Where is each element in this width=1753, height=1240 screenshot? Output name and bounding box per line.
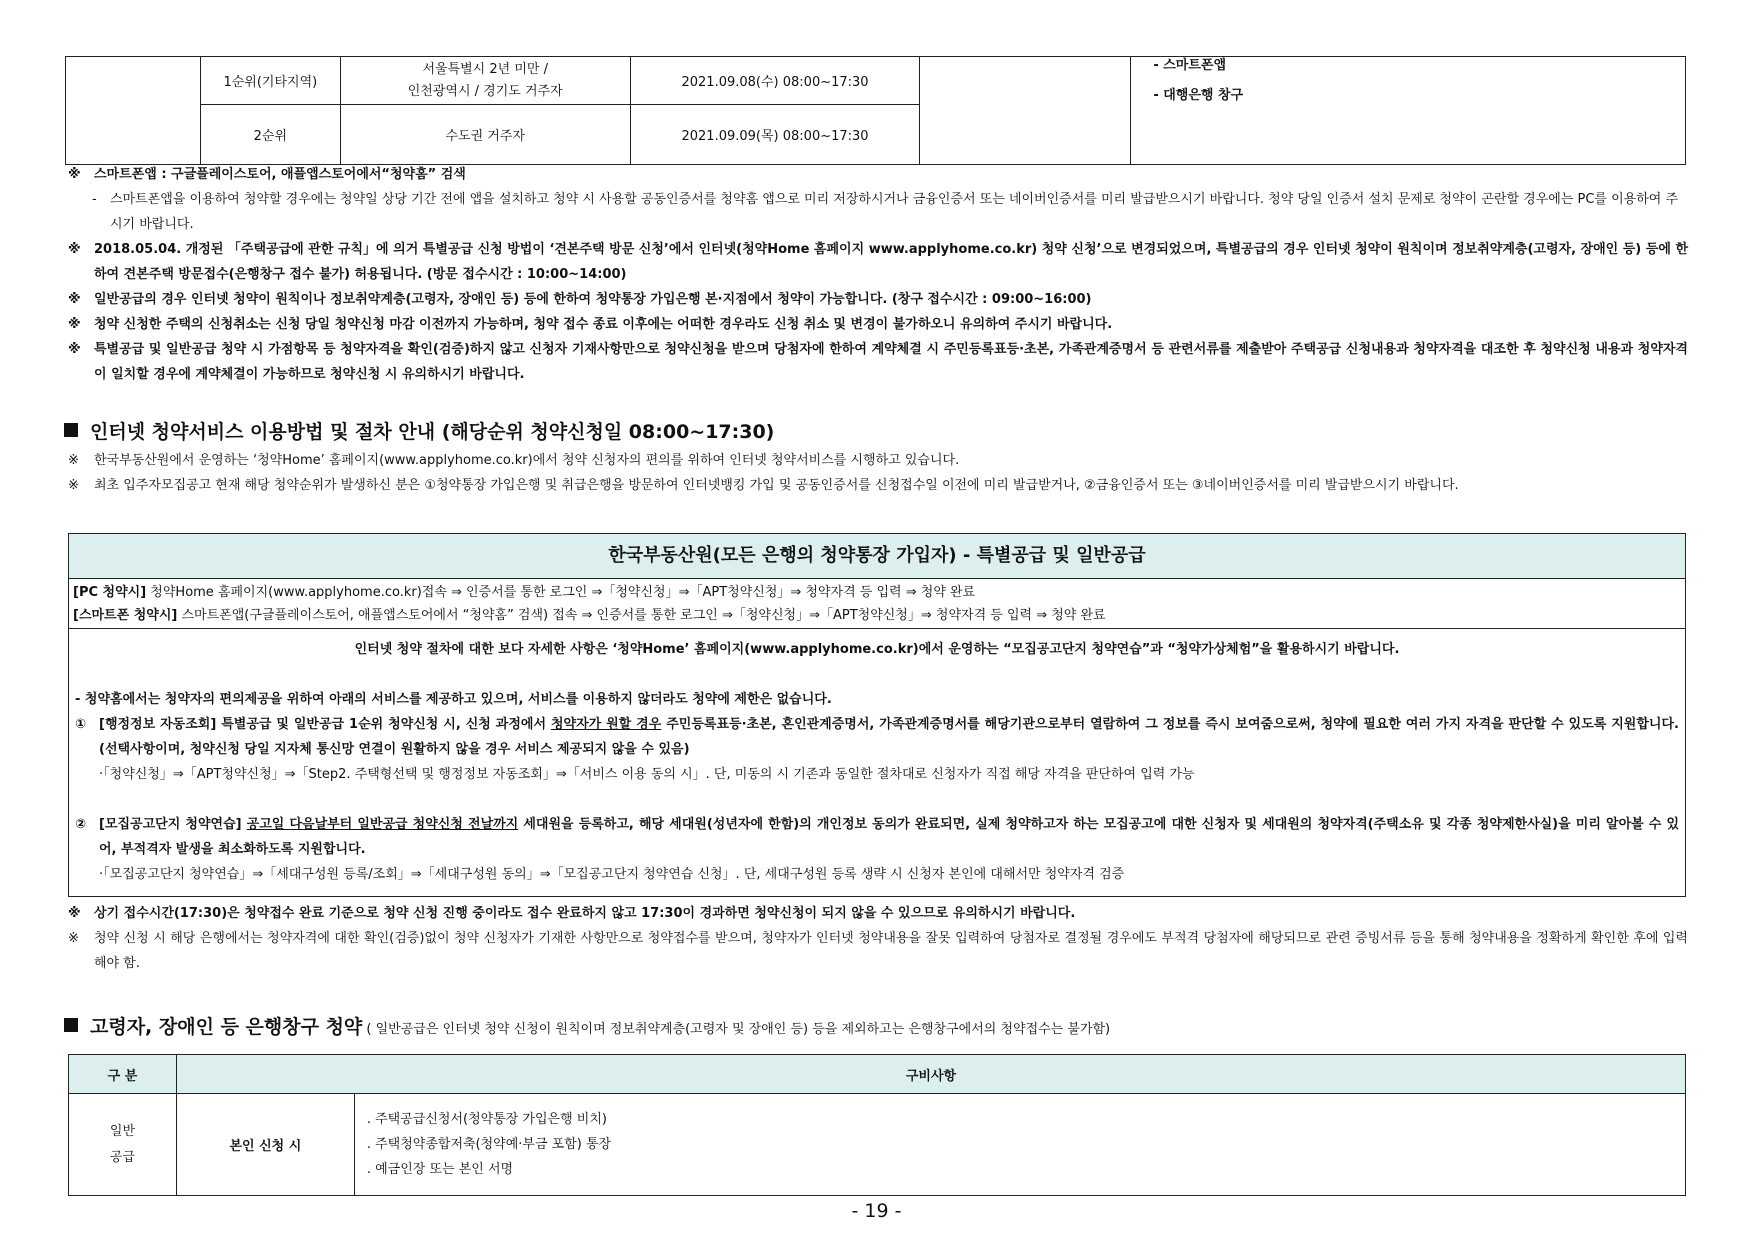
rank-cell: 1순위(기타지역)	[200, 57, 340, 105]
required-documents-table	[68, 1054, 1686, 1196]
header-category: 구 분	[69, 1055, 177, 1094]
note: ※ 한국부동산원에서 운영하는 ‘청약Home’ 홈페이지(www.applyhome.co.kr)에서 청약 신청자의 편의를 위하여 인터넷 청약서비스를 시행하고 있습니다.	[68, 453, 960, 468]
table-header-row	[69, 1055, 1686, 1094]
method-item: - 스마트폰앱	[1153, 58, 1227, 73]
documents-cell	[354, 1094, 1685, 1196]
document-item: . 주택공급신청서(청약통장 가입은행 비치)	[366, 1112, 607, 1127]
header-required: 구비사항	[176, 1055, 1685, 1094]
notes-internet	[68, 448, 1688, 498]
pc-steps: [PC 청약시] 청약Home 홈페이지(www.applyhome.co.kr)접속 ⇒ 인증서를 통한 로그인 ⇒「청약신청」⇒「APT청약신청」⇒ 청약자격 등 입력 ⇒ 청약 완료	[73, 585, 976, 600]
note: ※ 최초 입주자모집공고 현재 해당 청약순위가 발생하신 분은 ①청약통장 가입은행 및 취급은행을 방문하여 인터넷뱅킹 가입 및 공동인증서를 신청접수일 이전에 미리 발급받거나, ②금융인증서 또는 ③네이버인증서를 미리 발급받으시기 바랍니다.	[68, 478, 1459, 493]
section-title-internet: 인터넷 청약서비스 이용방법 및 절차 안내 (해당순위 청약신청일 08:00~17:30)	[64, 417, 774, 444]
applicant-type-cell: 본인 신청 시	[176, 1094, 354, 1196]
note: ※ 일반공급의 경우 인터넷 청약이 원칙이나 정보취약계층(고령자, 장애인 등) 등에 한하여 청약통장 가입은행 본·지점에서 청약이 가능합니다. (창구 접수시간 : 09:00~16:00)	[68, 292, 1092, 307]
notes-mid	[68, 901, 1688, 976]
document-item: . 주택청약종합저축(청약예·부금 포함) 통장	[366, 1137, 612, 1152]
document-item: . 예금인장 또는 본인 서명	[366, 1162, 514, 1177]
table-row	[69, 1094, 1686, 1196]
note: ※ 2018.05.04. 개정된 「주택공급에 관한 규칙」에 의거 특별공급 신청 방법이 ‘견본주택 방문 신청’에서 인터넷(청약Home 홈페이지 www.applyhome.co.kr) 청약 신청’으로 변경되었으며, 특별공급의 경우 인터넷 청약이 원칙이며 정보취약계층(고령자, 장애인 등) 등에 한하여 견본주택 방문접수(은행창구 접수 불가) 허용됩니다. (방문 접수시간 : 10:00~14:00)	[68, 242, 1688, 282]
section-title-bank-window: 고령자, 장애인 등 은행창구 청약 ( 일반공급은 인터넷 청약 신청이 원칙이며 정보취약계층(고령자 및 장애인 등) 등을 제외하고는 은행창구에서의 청약접수는 불가함)	[64, 1012, 1110, 1039]
service-flow: ·「모집공고단지 청약연습」⇒「세대구성원 등록/조회」⇒「세대구성원 동의」⇒「모집공고단지 청약연습 신청」. 단, 세대구성원 등록 생략 시 신청자 본인에 대해서만 청약자격 검증	[99, 867, 1125, 882]
date-cell: 2021.09.09(목) 08:00~17:30	[630, 105, 920, 165]
date-cell: 2021.09.08(수) 08:00~17:30	[630, 57, 920, 105]
service-item-auto-lookup: ① [행정정보 자동조회] 특별공급 및 일반공급 1순위 청약신청 시, 신청 과정에서 청약자가 원할 경우 주민등록표등·초본, 혼인관계증명서, 가족관계증명서를 해당기관으로부터 열람하여 그 정보를 즉시 보여줌으로써, 청약에 필요한 여러 가지 자격을 판단할 수 있도록 지원합니다. (선택사항이며, 청약신청 당일 지자체 통신망 연결이 원활하지 않을 경우 서비스 제공되지 않을 수 있음)	[75, 717, 1679, 757]
note: ※ 상기 접수시간(17:30)은 청약접수 완료 기준으로 청약 신청 진행 중이라도 접수 완료하지 않고 17:30이 경과하면 청약신청이 되지 않을 수 있으므로 유의하시기 바랍니다.	[68, 906, 1076, 921]
note: ※ 특별공급 및 일반공급 청약 시 가점항목 등 청약자격을 확인(검증)하지 않고 신청자 기재사항만으로 청약신청을 받으며 당첨자에 한하여 계약체결 시 주민등록표등·초본, 가족관계증명서 등 관련서류를 제출받아 주택공급 신청내용과 청약자격을 대조한 후 청약신청 내용과 청약자격이 일치할 경우에 계약체결이 가능하므로 청약신청 시 유의하시기 바랍니다.	[68, 342, 1688, 382]
note: ※ 청약 신청한 주택의 신청취소는 신청 당일 청약신청 마감 이전까지 가능하며, 청약 접수 종료 이후에는 어떠한 경우라도 신청 취소 및 변경이 불가하오니 유의하여 주시기 바랍니다.	[68, 317, 1113, 332]
notes-top	[68, 162, 1688, 387]
schedule-table	[65, 56, 1686, 165]
apply-steps	[69, 579, 1685, 629]
page-number: - 19 -	[851, 1200, 902, 1222]
rank-cell: 2순위	[200, 105, 340, 165]
note: ※ 청약 신청 시 해당 은행에서는 청약자격에 대한 확인(검증)없이 청약 신청자가 기재한 사항만으로 청약접수를 받으며, 청약자가 인터넷 청약내용을 잘못 입력하여 당첨자로 결정될 경우에도 부적격 당첨자에 해당되므로 관련 증빙서류 등을 통해 청약내용을 정확하게 확인한 후에 입력해야 함.	[68, 931, 1688, 971]
detail-note: 인터넷 청약 절차에 대한 보다 자세한 사항은 ‘청약Home’ 홈페이지(www.applyhome.co.kr)에서 운영하는 “모집공고단지 청약연습”과 “청약가상체험”을 활용하시기 바랍니다.	[354, 642, 1400, 657]
category-cell: 일반 공급	[69, 1094, 177, 1196]
empty-cell	[920, 57, 1131, 165]
residence-cell: 수도권 거주자	[340, 105, 630, 165]
service-item-practice: ② [모집공고단지 청약연습] 공고일 다음날부터 일반공급 청약신청 전날까지 세대원을 등록하고, 해당 세대원(성년자에 한함)의 개인정보 동의가 완료되면, 실제 청약하고자 하는 모집공고에 대한 신청자 및 세대원의 청약자격(주택소유 및 각종 청약제한사실)을 미리 알아볼 수 있어, 부적격자 발생을 최소화하도록 지원합니다.	[75, 817, 1680, 857]
service-intro: - 청약홈에서는 청약자의 편의제공을 위하여 아래의 서비스를 제공하고 있으며, 서비스를 이용하지 않더라도 청약에 제한은 없습니다.	[75, 692, 832, 707]
service-flow: ·「청약신청」⇒「APT청약신청」⇒「Step2. 주택형선택 및 행정정보 자동조회」⇒「서비스 이용 동의 시」. 단, 미동의 시 기존과 동일한 절차대로 신청자가 직접 해당 자격을 판단하여 입력 가능	[99, 767, 1195, 782]
box-body	[69, 637, 1685, 887]
empty-cell	[66, 57, 201, 165]
method-cell	[1131, 57, 1686, 165]
phone-steps: [스마트폰 청약시] 스마트폰앱(구글플레이스토어, 애플앱스토어에서 “청약홈” 검색) 접속 ⇒ 인증서를 통한 로그인 ⇒「청약신청」⇒「APT청약신청」⇒ 청약자격 등 입력 ⇒ 청약 완료	[73, 608, 1106, 623]
internet-apply-box	[68, 533, 1686, 897]
subnote: - 스마트폰앱을 이용하여 청약할 경우에는 청약일 상당 기간 전에 앱을 설치하고 청약 시 사용할 공동인증서를 청약홈 앱으로 미리 저장하시거나 금융인증서 또는 네이버인증서를 미리 발급받으시기 바랍니다. 청약 당일 인증서 설치 문제로 청약이 곤란할 경우에는 PC를 이용하여 주시기 바랍니다.	[92, 192, 1679, 232]
note: ※ 스마트폰앱 : 구글플레이스토어, 애플앱스토어에서“청약홈” 검색	[68, 167, 466, 182]
residence-cell: 서울특별시 2년 미만 / 인천광역시 / 경기도 거주자	[340, 57, 630, 105]
square-bullet-icon	[64, 1018, 78, 1032]
box-title: 한국부동산원(모든 은행의 청약통장 가입자) - 특별공급 및 일반공급	[69, 534, 1685, 579]
table-row	[66, 57, 1686, 105]
square-bullet-icon	[64, 423, 78, 437]
method-item: - 대행은행 창구	[1153, 88, 1244, 103]
